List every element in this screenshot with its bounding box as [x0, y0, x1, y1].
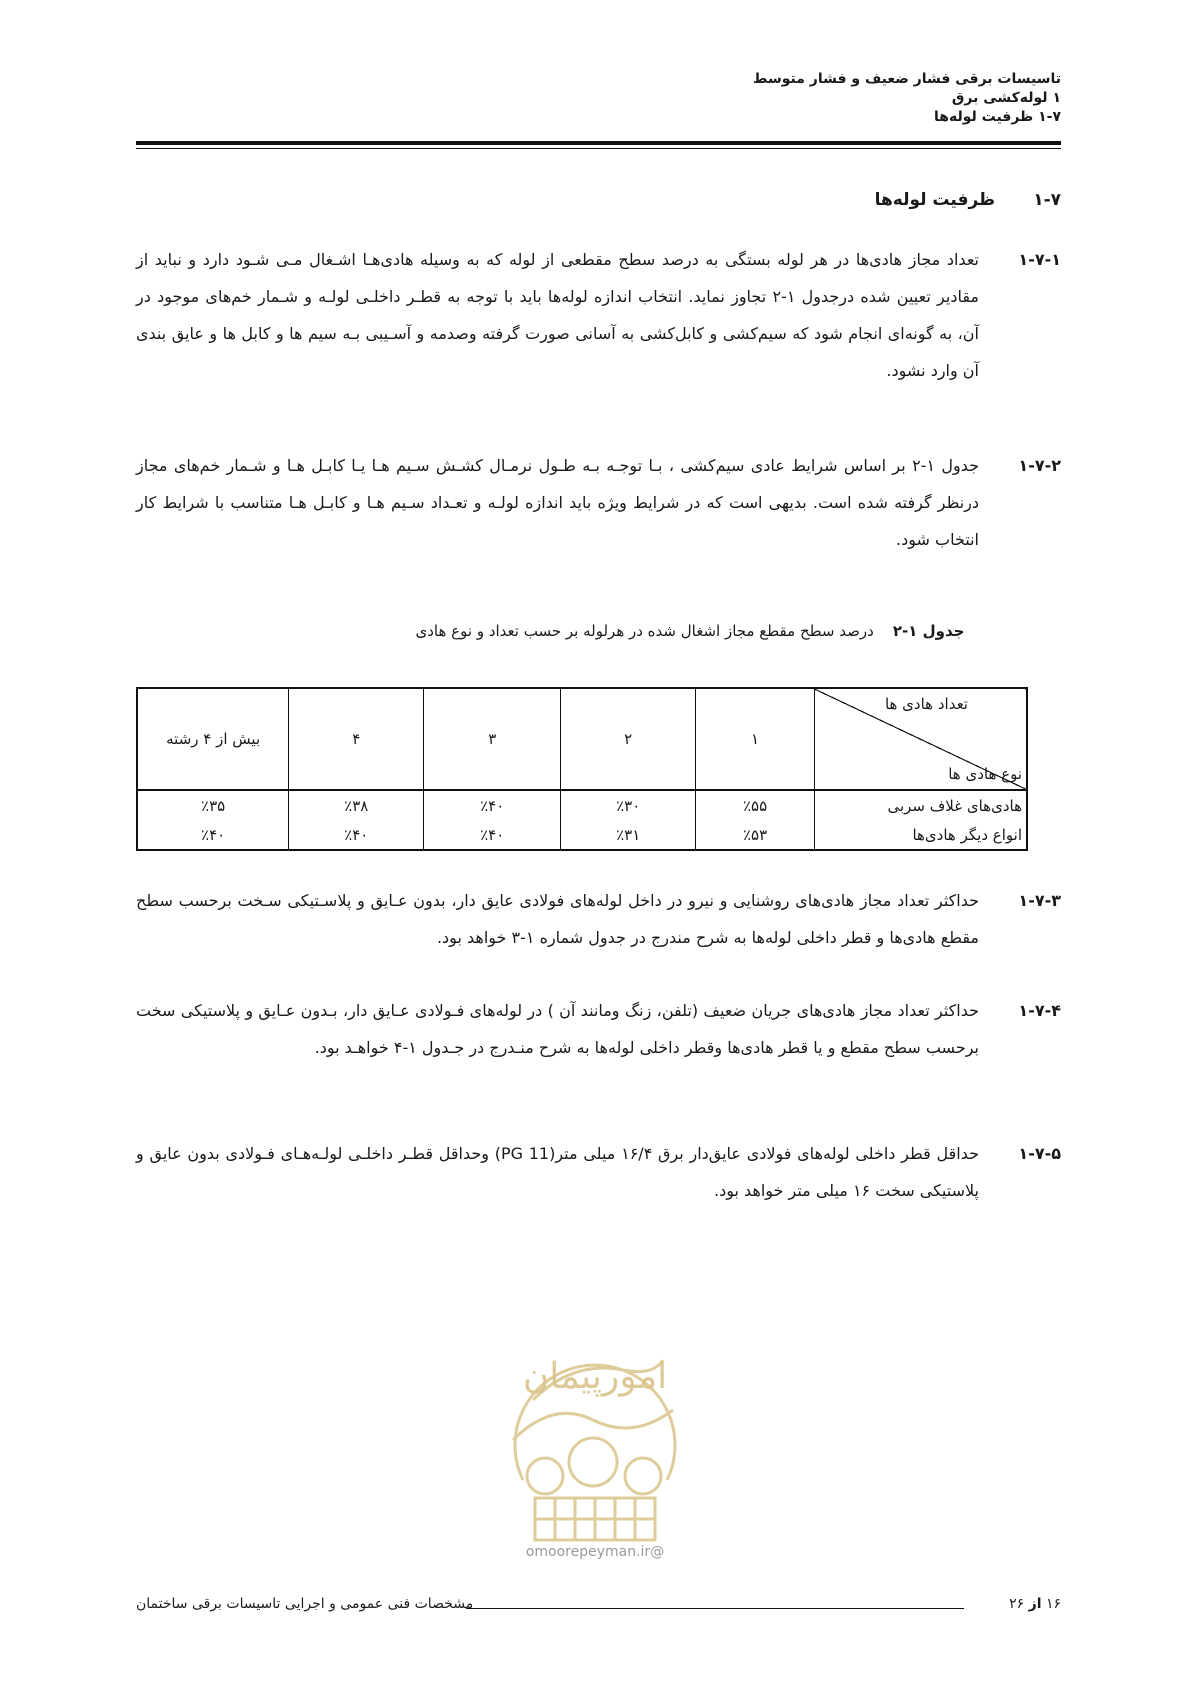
paragraph-number: ۱-۷-۳ — [1018, 891, 1061, 910]
paragraph-1 — [136, 241, 1061, 389]
column-header: ۴ — [289, 688, 424, 790]
paragraph-number: ۱-۷-۲ — [1018, 456, 1061, 475]
table-cell: ٪۴۰ — [137, 820, 289, 850]
watermark-logo — [493, 1290, 697, 1560]
header-rule-thin — [136, 148, 1061, 149]
column-header: ۲ — [561, 688, 696, 790]
header-rule-thick — [136, 141, 1061, 145]
paragraph-text: حداقل قطر داخلی لوله‌های فولادی عایق‌دار برق ۱۶/۴ میلی متر(PG 11) وحداقل قطـر داخلـی لولـه‌هـای فـولادی بدون عایق و پلاستیکی سخت ۱۶ میلی متر خواهد بود. — [136, 1144, 980, 1200]
paragraph-text: تعداد مجاز هادی‌ها در هر لوله بستگی به درصد سطح مقطعی از لوله که به وسیله هادی‌هـا اشـغال مـی شـود دارد و نباید از مقادیر تعیین شده درجدول ۱-۲ تجاوز نماید. انتخاب اندازه لوله‌ها باید با توجه به قطـر داخلـی لولـه و شـمار خم‌های موجود در آن، به گونه‌ای انجام شود که سیم‌کشی و کابل‌کشی به آسانی صورت گرفته وصدمه و آسـیبی بـه سیم ها و کابل ها و عایق بندی آن وارد نشود. — [136, 250, 979, 380]
paragraph-4 — [136, 992, 1061, 1066]
footer-rule — [466, 1608, 964, 1609]
paragraph-text: جدول ۱-۲ بر اساس شرایط عادی سیم‌کشی ، بـا توجـه بـه طـول نرمـال کشـش سـیم هـا یـا کابـل هـا و شـمار خم‌های مجاز درنظر گرفته شده است. بدیهی است که در شرایط ویژه باید اندازه لولـه و تعـداد سـیم هـا و کابـل هـا متناسب با شرایط کار انتخاب شود. — [136, 456, 980, 549]
column-header: ۱ — [696, 688, 815, 790]
table-caption — [0, 622, 1190, 640]
column-header: ۳ — [424, 688, 561, 790]
page-current: ۱۶ — [1045, 1596, 1061, 1612]
paragraph-3 — [136, 882, 1061, 956]
paragraph-2 — [136, 447, 1061, 558]
section-heading — [875, 190, 1061, 210]
table-cell: ٪۳۰ — [561, 790, 696, 820]
watermark-emblem-icon — [493, 1290, 697, 1560]
running-header — [461, 70, 1061, 127]
paragraph-number: ۱-۷-۴ — [1018, 1001, 1061, 1020]
paragraph-number: ۱-۷-۵ — [1018, 1144, 1061, 1163]
header-line-1: تاسیسات برقی فشار ضعیف و فشار متوسط — [752, 71, 1061, 87]
table-caption-text: درصد سطح مقطع مجاز اشغال شده در هرلوله بر حسب تعداد و نوع هادی — [415, 622, 874, 640]
corner-bottom-label: نوع هادی ها — [948, 765, 1022, 783]
watermark-url: @omoorepeyman.ir — [525, 1544, 665, 1560]
table-cell: ٪۳۱ — [561, 820, 696, 850]
table-row — [137, 820, 1027, 850]
header-line-3: ۱-۷ ظرفیت لوله‌ها — [934, 109, 1061, 125]
page-of-label: از — [1028, 1596, 1042, 1612]
table-cell: ٪۵۳ — [696, 820, 815, 850]
conductor-fill-table — [136, 687, 1028, 851]
header-line-2: ۱ لوله‌کشی برق — [951, 90, 1061, 106]
paragraph-number: ۱-۷-۱ — [1018, 250, 1061, 269]
table-cell: ٪۳۸ — [289, 790, 424, 820]
table-header-row — [137, 688, 1027, 790]
table-cell: ٪۴۰ — [424, 820, 561, 850]
table-cell: ٪۴۰ — [424, 790, 561, 820]
table-caption-label: جدول ۱-۲ — [892, 622, 965, 640]
table-cell: ٪۴۰ — [289, 820, 424, 850]
table-cell: ٪۵۵ — [696, 790, 815, 820]
corner-top-label: تعداد هادی ها — [884, 695, 968, 713]
section-title: ظرفیت لوله‌ها — [874, 190, 996, 210]
paragraph-5 — [136, 1135, 1061, 1209]
paragraph-text: حداکثر تعداد مجاز هادی‌های روشنایی و نیرو در داخل لوله‌های فولادی عایق دار، بدون عـایق و پلاسـتیکی سـخت برحسب سطح مقطع هادی‌ها و قطر داخلی لوله‌ها به شرح مندرج در جدول شماره ۱-۳ خواهد بود. — [136, 891, 979, 947]
paragraph-text: حداکثر تعداد مجاز هادی‌های جریان ضعیف (تلفن، زنگ ومانند آن ) در لوله‌های فـولادی عـایق دار، بـدون عـایق و پلاستیکی سخت برحسب سطح مقطع و یا قطر هادی‌ها وقطر داخلی لوله‌ها به شرح منـدرج در جـدول ۱-۴ خواهـد بود. — [136, 1001, 979, 1057]
section-number: ۱-۷ — [1033, 190, 1061, 210]
table-corner-cell — [814, 688, 1027, 790]
watermark-logo-text: امورپیمان — [522, 1356, 668, 1397]
page-total: ۲۶ — [1009, 1596, 1025, 1612]
page-number — [1009, 1596, 1061, 1612]
table-cell: ٪۳۵ — [137, 790, 289, 820]
column-header: بیش از ۴ رشته — [137, 688, 289, 790]
table-row — [137, 790, 1027, 820]
footer-document-title: مشخصات فنی عمومی و اجرایی تاسیسات برقی ساختمان — [136, 1596, 474, 1612]
row-label: انواع دیگر هادی‌ها — [814, 820, 1027, 850]
row-label: هادی‌های غلاف سربی — [814, 790, 1027, 820]
